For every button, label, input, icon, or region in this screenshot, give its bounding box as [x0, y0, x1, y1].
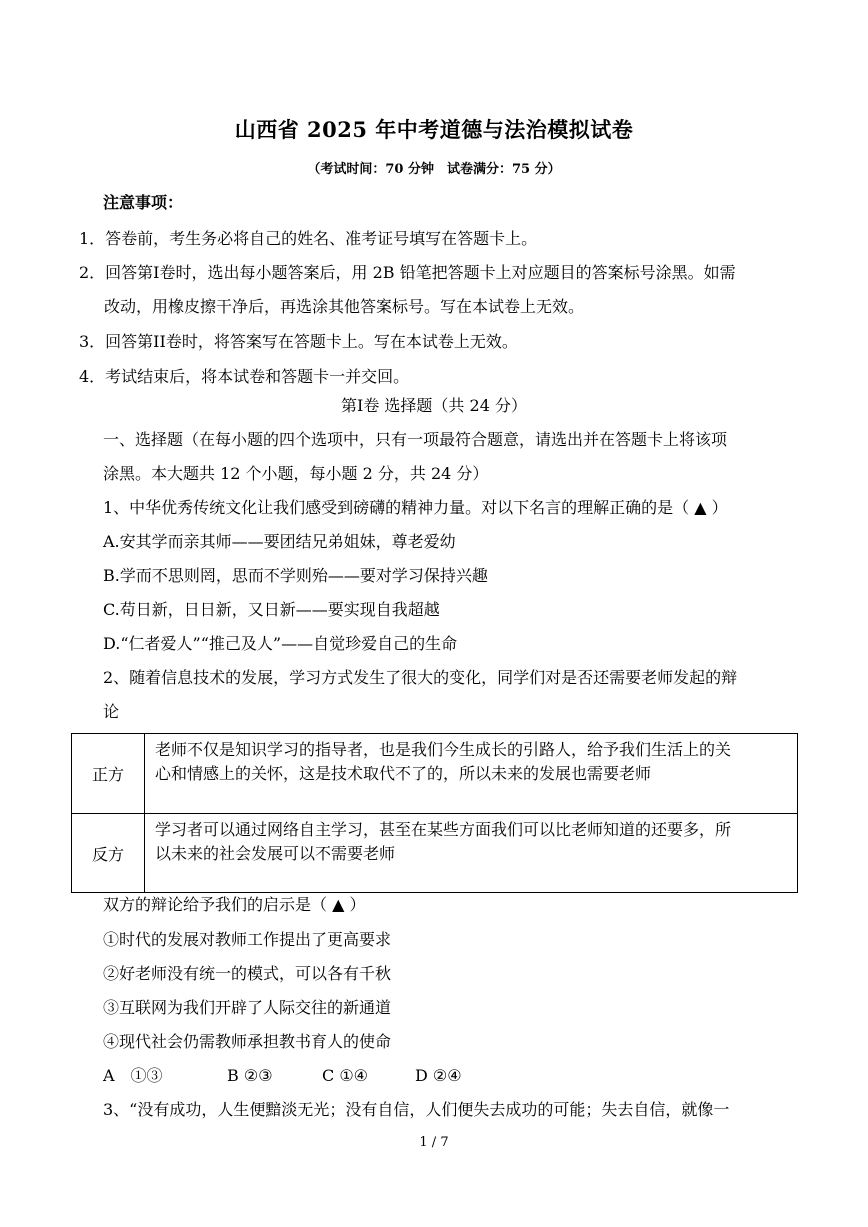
question-3-stem: 3、“没有成功，人生便黯淡无光；没有自信，人们便失去成功的可能；失去自信，就像一	[103, 1100, 730, 1119]
notice-item-2: 2．回答第I卷时，选出每小题答案后，用 2B 铅笔把答题卡上对应题目的答案标号涂黑。如需	[79, 263, 736, 282]
debate-table	[71, 733, 798, 893]
question-2-statement-3: ③互联网为我们开辟了人际交往的新通道	[103, 998, 392, 1017]
debate-argument-line-2: 以未来的社会发展可以不需要老师	[155, 844, 396, 863]
question-2-statement-4: ④现代社会仍需教师承担教书育人的使命	[103, 1032, 392, 1051]
debate-argument	[145, 734, 798, 814]
question-2-choice-a: A ①③	[103, 1066, 163, 1085]
page-number: 1 / 7	[419, 1135, 449, 1150]
question-2-statement-1: ①时代的发展对教师工作提出了更高要求	[103, 930, 392, 949]
question-2-prompt: 双方的辩论给予我们的启示是（ ▲ ）	[103, 895, 366, 914]
debate-argument-line-1: 学习者可以通过网络自主学习，甚至在某些方面我们可以比老师知道的还要多，所	[155, 820, 732, 839]
exam-info: （考试时间：70 分钟 试卷满分：75 分）	[307, 162, 561, 177]
question-2-statement-2: ②好老师没有统一的模式，可以各有千秋	[103, 964, 392, 983]
question-1-option-a: A.安其学而亲其师——要团结兄弟姐妹，尊老爱幼	[103, 532, 456, 551]
section-intro-line-1: 一、选择题（在每小题的四个选项中，只有一项最符合题意，请选出并在答题卡上将该项	[103, 430, 728, 449]
notice-item-2-cont: 改动，用橡皮擦干净后，再选涂其他答案标号。写在本试卷上无效。	[104, 297, 585, 316]
question-1-option-b: B.学而不思则罔，思而不学则殆——要对学习保持兴趣	[103, 566, 488, 585]
question-2-choice-b: B ②③	[227, 1066, 273, 1085]
notice-item-3: 3．回答第II卷时，将答案写在答题卡上。写在本试卷上无效。	[79, 332, 518, 351]
debate-row-negative	[72, 814, 798, 893]
question-1-option-d: D.“仁者爱人”“推己及人”——自觉珍爱自己的生命	[103, 634, 458, 653]
debate-argument	[145, 814, 798, 893]
notice-heading: 注意事项：	[103, 193, 184, 212]
question-2-stem-line-1: 2、随着信息技术的发展，学习方式发生了很大的变化，同学们对是否还需要老师发起的辩	[103, 668, 738, 687]
debate-side-label: 反方	[72, 814, 145, 893]
question-2-choice-d: D ②④	[415, 1066, 462, 1085]
debate-row-affirmative	[72, 734, 798, 814]
debate-argument-line-2: 心和情感上的关怀，这是技术取代不了的，所以未来的发展也需要老师	[155, 764, 652, 783]
question-2-choice-c: C ①④	[322, 1066, 369, 1085]
section-intro-line-2: 涂黑。本大题共 12 个小题，每小题 2 分，共 24 分）	[103, 464, 489, 483]
notice-item-1: 1．答卷前，考生务必将自己的姓名、准考证号填写在答题卡上。	[79, 229, 538, 248]
debate-side-label: 正方	[72, 734, 145, 814]
question-1-option-c: C.苟日新，日日新，又日新——要实现自我超越	[103, 600, 440, 619]
section-title: 第I卷 选择题（共 24 分）	[341, 396, 527, 415]
page-title: 山西省 2025 年中考道德与法治模拟试卷	[234, 117, 634, 142]
debate-argument-line-1: 老师不仅是知识学习的指导者，也是我们今生成长的引路人，给予我们生活上的关	[155, 740, 732, 759]
question-2-stem-line-2: 论	[103, 702, 120, 721]
question-1-stem: 1、中华优秀传统文化让我们感受到磅礴的精神力量。对以下名言的理解正确的是（ ▲ ）	[103, 498, 728, 517]
notice-item-4: 4．考试结束后，将本试卷和答题卡一并交回。	[79, 367, 410, 386]
